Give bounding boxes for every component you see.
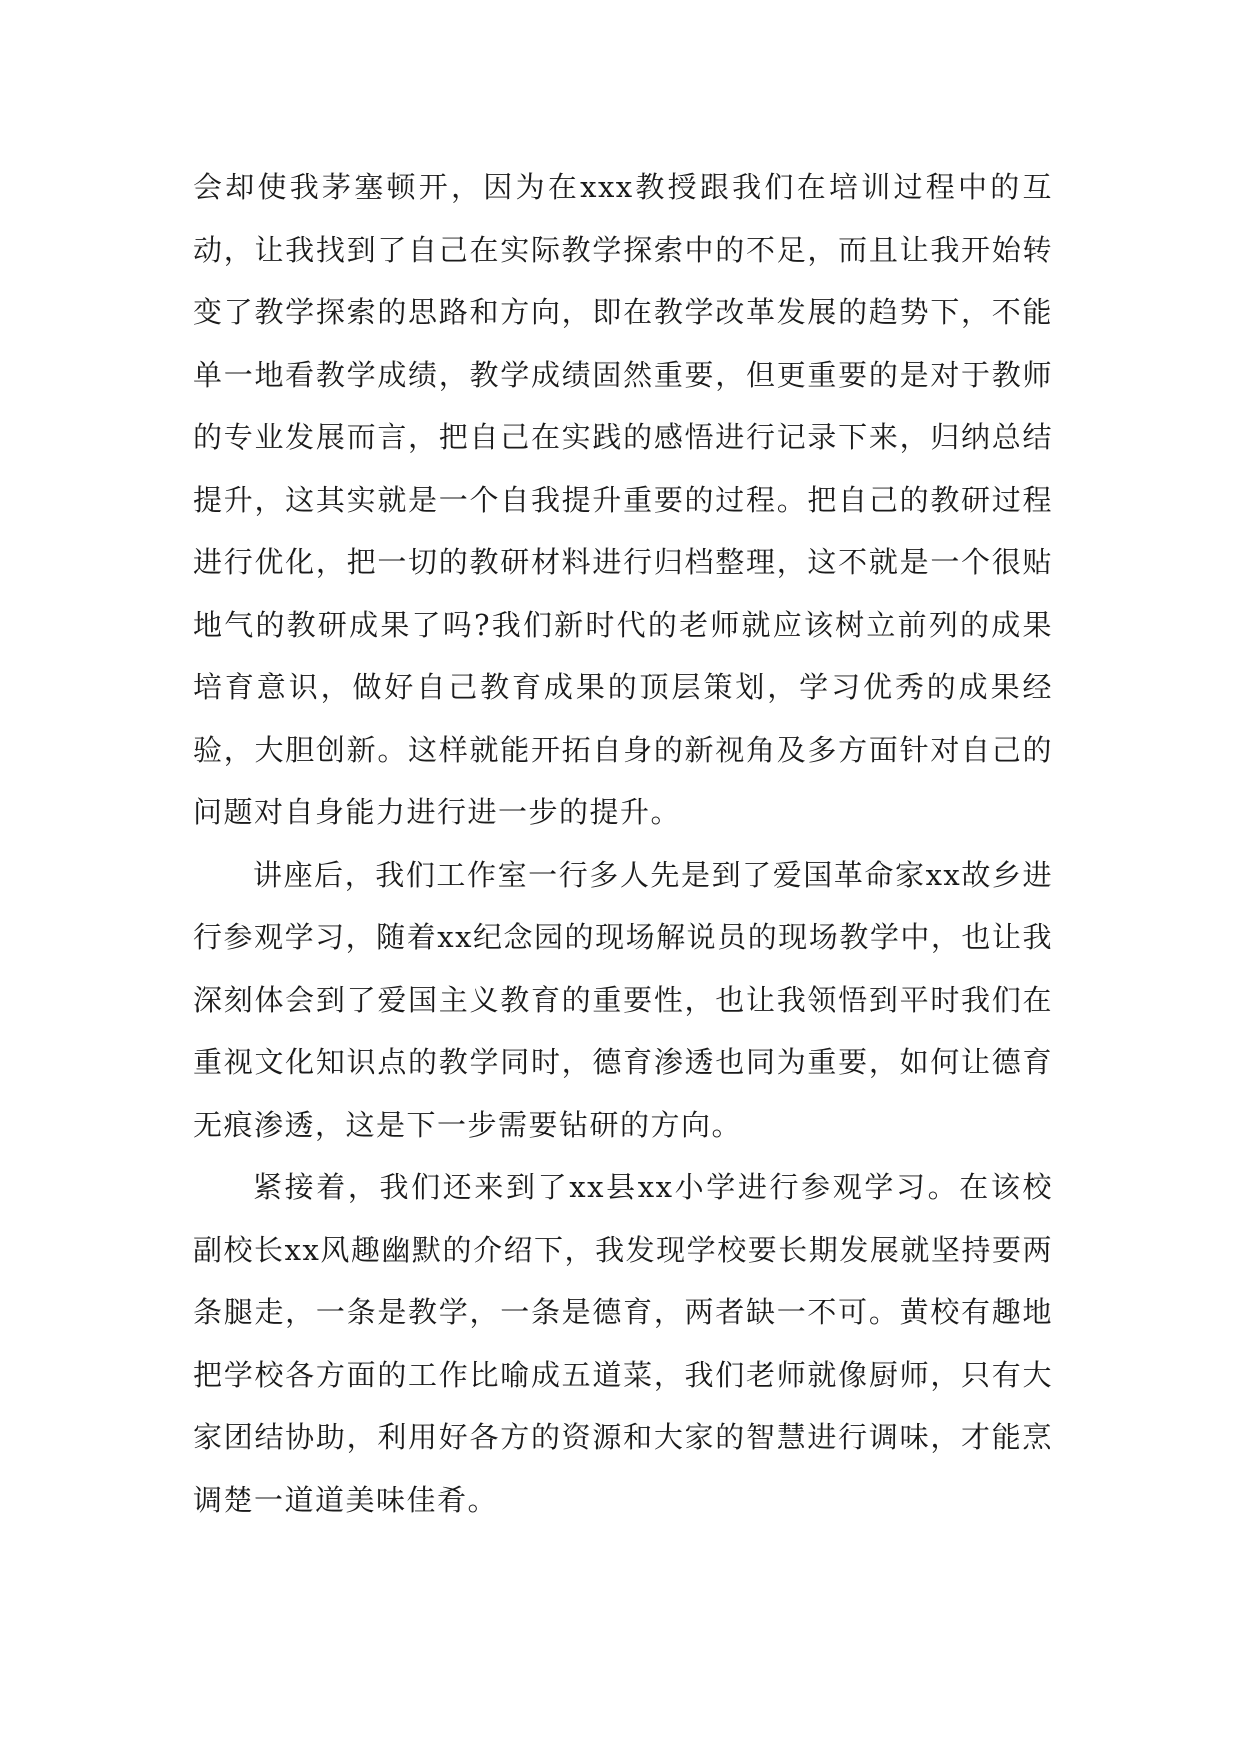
paragraph-3: 紧接着，我们还来到了xx县xx小学进行参观学习。在该校副校长xx风趣幽默的介绍下，我发现学校要长期发展就坚持要两条腿走，一条是教学，一条是德育，两者缺一不可。黄校有趣地把学校各方面的工作比喻成五道菜，我们老师就像厨师，只有大家团结协助，利用好各方的资源和大家的智慧进行调味，才能烹调楚一道道美味佳肴。	[193, 1170, 1053, 1517]
paragraph-2: 讲座后，我们工作室一行多人先是到了爱国革命家xx故乡进行参观学习，随着xx纪念园的现场解说员的现场教学中，也让我深刻体会到了爱国主义教育的重要性，也让我领悟到平时我们在重视文化知识点的教学同时，德育渗透也同为重要，如何让德育无痕渗透，这是下一步需要钻研的方向。	[193, 857, 1053, 1142]
paragraph-1: 会却使我茅塞顿开，因为在xxx教授跟我们在培训过程中的互动，让我找到了自己在实际教学探索中的不足，而且让我开始转变了教学探索的思路和方向，即在教学改革发展的趋势下，不能单一地看教学成绩，教学成绩固然重要，但更重要的是对于教师的专业发展而言，把自己在实践的感悟进行记录下来，归纳总结提升，这其实就是一个自我提升重要的过程。把自己的教研过程进行优化，把一切的教研材料进行归档整理，这不就是一个很贴地气的教研成果了吗?我们新时代的老师就应该树立前列的成果培育意识，做好自己教育成果的顶层策划，学习优秀的成果经验，大胆创新。这样就能开拓自身的新视角及多方面针对自己的问题对自身能力进行进一步的提升。	[193, 170, 1053, 829]
document-body	[193, 156, 1053, 1531]
